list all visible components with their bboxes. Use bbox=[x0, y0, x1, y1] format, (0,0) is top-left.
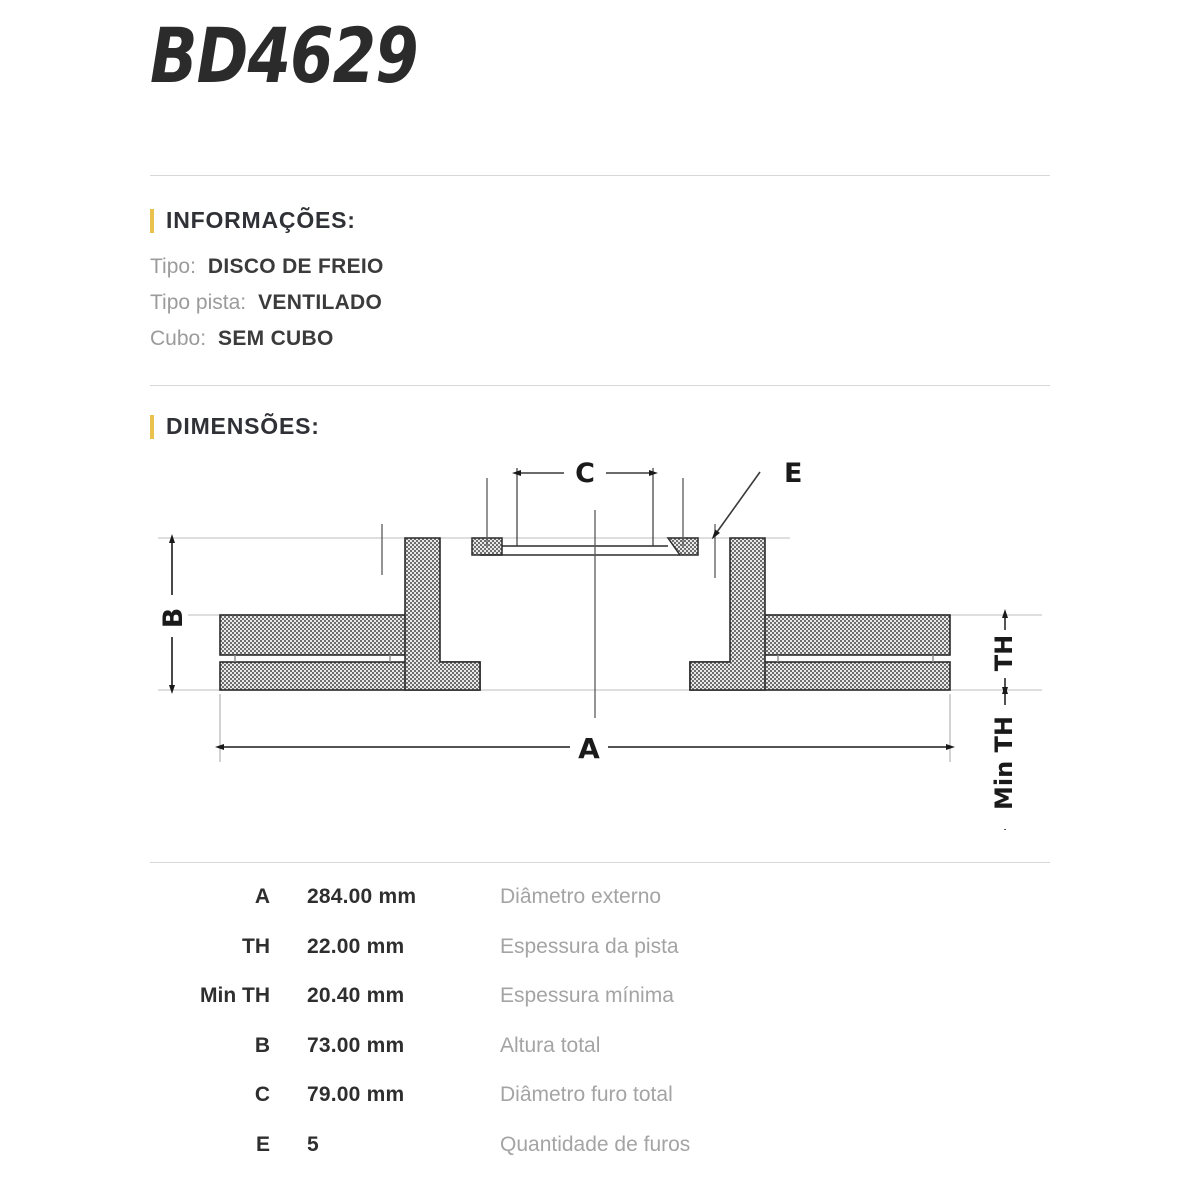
left-vent-pillars bbox=[235, 655, 390, 662]
table-row bbox=[150, 1133, 1050, 1183]
dimension-value: 22.00 mm bbox=[307, 934, 405, 958]
section-heading-dimensoes bbox=[150, 413, 320, 440]
dimension-description: Diâmetro furo total bbox=[500, 1083, 673, 1106]
dimension-value: 5 bbox=[307, 1132, 319, 1156]
dimension-key: E bbox=[255, 1132, 270, 1156]
section-heading-label: DIMENSÕES: bbox=[166, 413, 320, 439]
info-value: DISCO DE FREIO bbox=[207, 255, 384, 278]
info-label: Cubo: bbox=[150, 327, 207, 350]
title-block bbox=[150, 11, 1050, 148]
dimension-label-c: C bbox=[575, 458, 595, 489]
dimension-label-b: B bbox=[158, 607, 189, 629]
info-value: VENTILADO bbox=[258, 291, 383, 314]
dimension-min-th bbox=[983, 693, 1023, 830]
dimension-value: 73.00 mm bbox=[307, 1033, 405, 1057]
table-row bbox=[150, 1034, 1050, 1084]
dimension-value: 79.00 mm bbox=[307, 1083, 405, 1106]
dimension-e bbox=[717, 458, 802, 532]
dimension-label-min-th: Min TH bbox=[990, 715, 1018, 811]
dimension-th bbox=[986, 617, 1020, 688]
hub-right-wall bbox=[690, 538, 765, 690]
dimension-key: Min TH bbox=[200, 984, 270, 1007]
technical-drawing bbox=[150, 450, 1050, 850]
dimension-b bbox=[156, 542, 189, 686]
section-heading-label: INFORMAÇÕES: bbox=[166, 207, 356, 233]
table-row bbox=[150, 885, 1050, 935]
brake-disc-cross-section-svg bbox=[150, 450, 1050, 850]
dimension-key: A bbox=[254, 885, 270, 908]
dimension-description: Quantidade de furos bbox=[500, 1132, 691, 1156]
section-heading-informacoes bbox=[150, 207, 356, 234]
dimension-description: Espessura mínima bbox=[500, 984, 674, 1007]
dimensions-table bbox=[150, 885, 1050, 1182]
table-row bbox=[150, 1083, 1050, 1133]
info-list bbox=[150, 255, 850, 363]
accent-bar-icon bbox=[150, 209, 154, 233]
divider-middle bbox=[150, 385, 1050, 386]
dimension-description: Altura total bbox=[500, 1033, 601, 1057]
accent-bar-icon bbox=[150, 415, 154, 439]
dimension-key: B bbox=[254, 1033, 270, 1057]
right-vent-pillars bbox=[778, 655, 933, 662]
dimension-key: C bbox=[254, 1083, 270, 1106]
dimension-description: Espessura da pista bbox=[500, 934, 679, 958]
info-value: SEM CUBO bbox=[218, 327, 334, 350]
dimension-label-e: E bbox=[784, 458, 803, 489]
dimension-key: TH bbox=[242, 934, 270, 958]
info-row-tipo bbox=[150, 255, 850, 291]
dimension-label-th: TH bbox=[990, 634, 1018, 672]
dimension-value: 20.40 mm bbox=[307, 984, 405, 1007]
divider-bottom bbox=[150, 862, 1050, 863]
page-title: BD4629 bbox=[150, 11, 418, 100]
flange-web bbox=[480, 546, 680, 555]
info-label: Tipo pista: bbox=[150, 291, 247, 314]
dimension-c bbox=[517, 458, 653, 546]
table-row bbox=[150, 935, 1050, 985]
divider-top bbox=[150, 175, 1050, 176]
dimension-value: 284.00 mm bbox=[307, 885, 417, 908]
info-row-tipo-pista bbox=[150, 291, 850, 327]
table-row bbox=[150, 984, 1050, 1034]
hub-left-wall bbox=[405, 538, 480, 690]
right-upper-friction-plate bbox=[760, 615, 950, 655]
dimension-description: Diâmetro externo bbox=[500, 885, 662, 908]
info-row-cubo bbox=[150, 327, 850, 363]
left-upper-friction-plate bbox=[220, 615, 410, 655]
dimension-label-a: A bbox=[578, 732, 600, 765]
info-label: Tipo: bbox=[150, 255, 196, 278]
dimension-a bbox=[220, 694, 950, 765]
